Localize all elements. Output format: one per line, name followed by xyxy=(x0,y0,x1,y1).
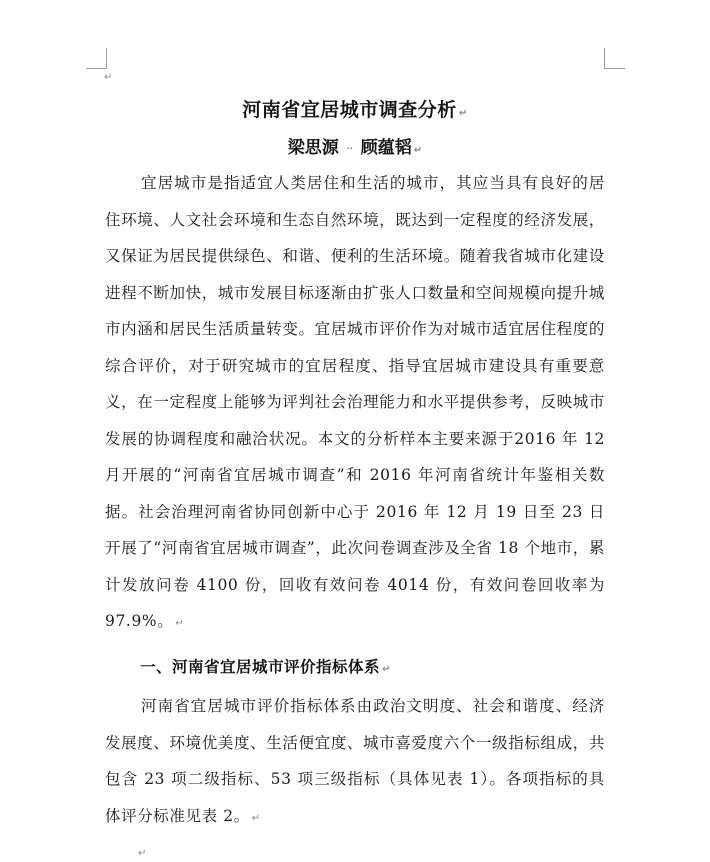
author-second: 顾蕴韬 xyxy=(360,138,412,158)
section-heading[interactable] xyxy=(140,655,391,677)
paragraph-text: 宜居城市是指适宜人类居住和生活的城市，其应当具有良好的居住环境、人文社会环境和生态自然环境，既达到一定程度的经济发展，又保证为居民提供绿色、和谐、便利的生活环境。随着我省城市化建设进程不断加快，城市发展目标逐渐由扩张人口数量和空间规模向提升城市内涵和居民生活质量转变。宜居城市评价作为对城市适宜居住程度的综合评价，对于研究城市的宜居程度、指导宜居城市建设具有重要意义，在一定程度上能够为评判社会治理能力和水平提供参考，反映城市发展的协调程度和融洽状况。本文的分析样本主要来源于2016 年 12 月开展的“河南省宜居城市调查”和 2016 年河南省统计年鉴相关数据。社会治理河南省协同创新中心于 2016 年 12 月 19 日至 23 日开展了“河南省宜居城市调查”，此次问卷调查涉及全省 18 个地市，累计发放问卷 4100 份，回收有效问卷 4014 份，有效问卷回收率为 97.9%。 xyxy=(105,174,605,630)
crop-mark-top-right xyxy=(604,48,625,69)
paragraph-text: 河南省宜居城市评价指标体系由政治文明度、社会和谐度、经济发展度、环境优美度、生活便宜度、城市喜爱度六个一级指标组成，共包含 23 项二级指标、53 项三级指标（具体见表 1）。各项指标的具体评分标准见表 2。 xyxy=(105,697,605,825)
author-line[interactable] xyxy=(0,133,710,158)
author-separator: ·· xyxy=(346,143,353,153)
document-title[interactable] xyxy=(0,95,710,122)
paragraph-mark-icon: ↵ xyxy=(413,145,423,156)
body-paragraph-intro[interactable] xyxy=(105,165,605,643)
author-first: 梁思源 xyxy=(287,138,339,158)
body-paragraph-indicators[interactable] xyxy=(105,688,605,837)
paragraph-mark-icon: ↵ xyxy=(104,72,113,83)
paragraph-mark-icon: ↵ xyxy=(458,108,468,119)
title-text: 河南省宜居城市调查分析 xyxy=(242,99,457,121)
paragraph-mark-icon: ↵ xyxy=(251,812,261,824)
paragraph-mark-icon: ↵ xyxy=(175,618,185,629)
heading-text: 一、河南省宜居城市评价指标体系 xyxy=(140,658,381,676)
paragraph-mark-icon: ↵ xyxy=(382,664,391,675)
paragraph-mark-icon: ↵ xyxy=(138,848,147,859)
crop-mark-top-left xyxy=(86,48,107,69)
